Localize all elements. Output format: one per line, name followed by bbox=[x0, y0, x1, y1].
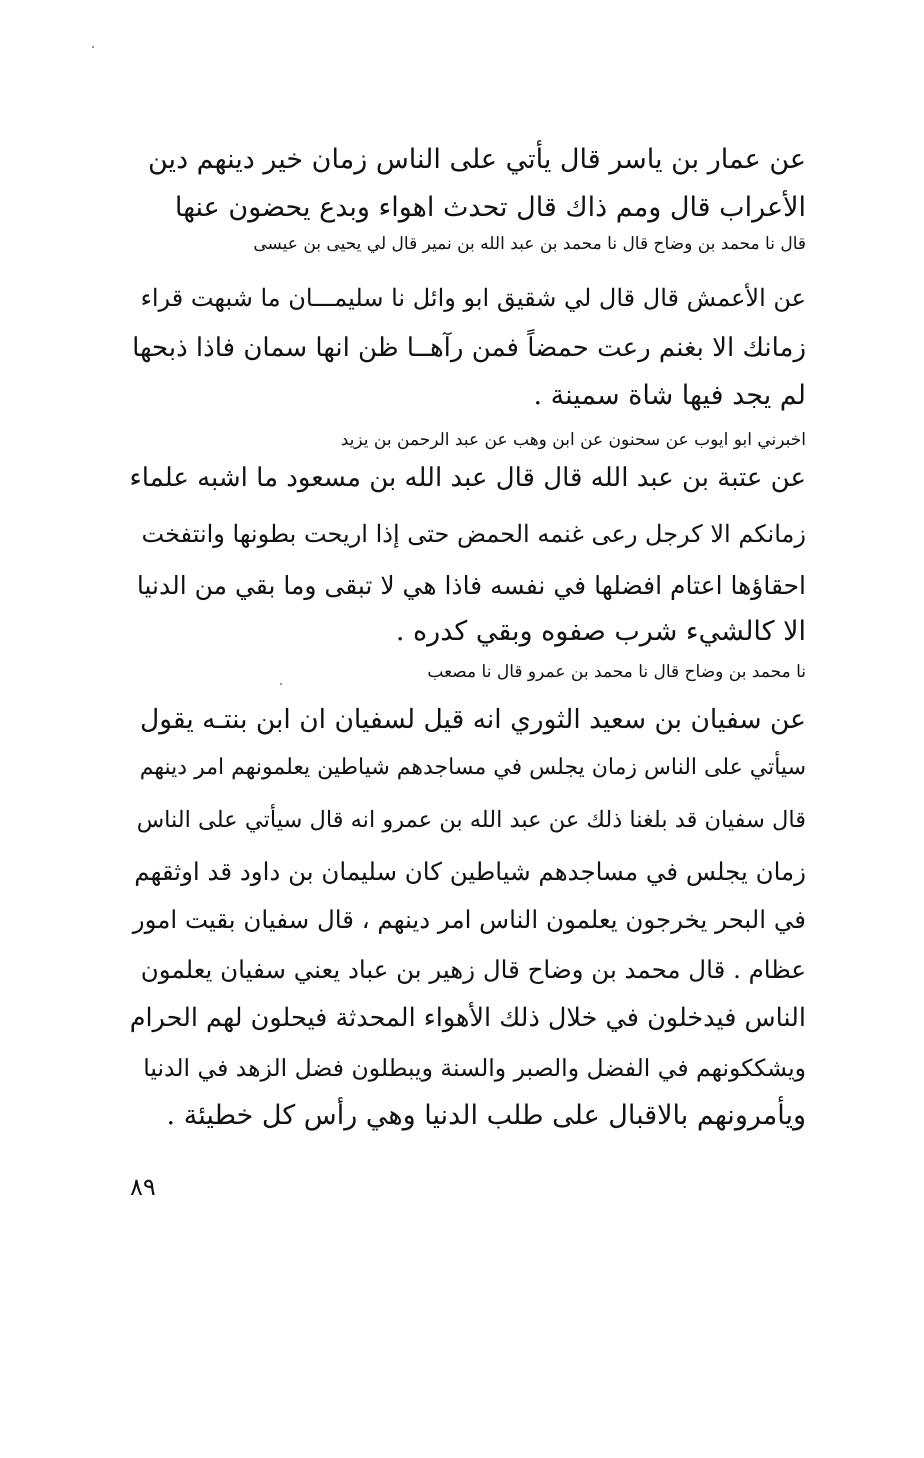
isnad-line: نا محمد بن وضاح قال نا محمد بن عمرو قال نا مصعب bbox=[427, 662, 806, 682]
text-line: في البحر يخرجون يعلمون الناس امر دينهم ، قال سفيان بقيت امور bbox=[132, 905, 806, 934]
text-line: عظام . قال محمد بن وضاح قال زهير بن عباد يعني سفيان يعلمون bbox=[140, 955, 806, 984]
text-line: سيأتي على الناس زمان يجلس في مساجدهم شياطين يعلمونهم امر دينهم bbox=[139, 755, 806, 780]
text-line: احقاؤها اعتام افضلها في نفسه فاذا هي لا تبقى وما بقي من الدنيا bbox=[136, 571, 806, 600]
text-line: زمان يجلس في مساجدهم شياطين كان سليمان بن داود قد اوثقهم bbox=[134, 857, 806, 886]
scan-speck bbox=[280, 683, 282, 685]
text-line: زمانكم الا كرجل رعى غنمه الحمض حتى إذا اريحت بطونها وانتفخت bbox=[141, 520, 806, 548]
text-line: عن سفيان بن سعيد الثوري انه قيل لسفيان ان ابن بنتـه يقول bbox=[139, 704, 806, 735]
isnad-line: اخبرني ابو ايوب عن سحنون عن ابن وهب عن عبد الرحمن بن يزيد bbox=[340, 430, 806, 450]
text-line: الأعراب قال ومم ذاك قال تحدث اهواء وبدع يحضون عنها bbox=[174, 192, 806, 223]
text-line: الناس فيدخلون في خلال ذلك الأهواء المحدثة فيحلون لهم الحرام bbox=[129, 1003, 806, 1033]
text-line: عن عتبة بن عبد الله قال قال عبد الله بن مسعود ما اشبه علماء bbox=[129, 463, 806, 493]
text-line: عن الأعمش قال قال لي شقيق ابو وائل نا سليمـــان ما شبهت قراء bbox=[140, 284, 806, 312]
text-line: زمانك الا بغنم رعت حمضاً فمن رآهــا ظن انها سمان فاذا ذبحها bbox=[132, 333, 806, 363]
text-line: عن عمار بن ياسر قال يأتي على الناس زمان خير دينهم دين bbox=[148, 144, 806, 175]
text-line: قال سفيان قد بلغنا ذلك عن عبد الله بن عمرو انه قال سيأتي على الناس bbox=[136, 807, 806, 833]
text-line: ويشككونهم في الفضل والصبر والسنة ويبطلون فضل الزهد في الدنيا bbox=[143, 1054, 806, 1082]
text-line: الا كالشيء شرب صفوه وبقي كدره . bbox=[395, 616, 806, 647]
text-line: لم يجد فيها شاة سمينة . bbox=[533, 380, 806, 411]
page-number: ٨٩ bbox=[130, 1173, 156, 1201]
scan-speck bbox=[92, 46, 94, 48]
text-line: ويأمرونهم بالاقبال على طلب الدنيا وهي رأس كل خطيئة . bbox=[166, 1100, 806, 1131]
isnad-line: قال نا محمد بن وضاح قال نا محمد بن عبد الله بن نمير قال لي يحيى بن عيسى bbox=[253, 234, 806, 254]
